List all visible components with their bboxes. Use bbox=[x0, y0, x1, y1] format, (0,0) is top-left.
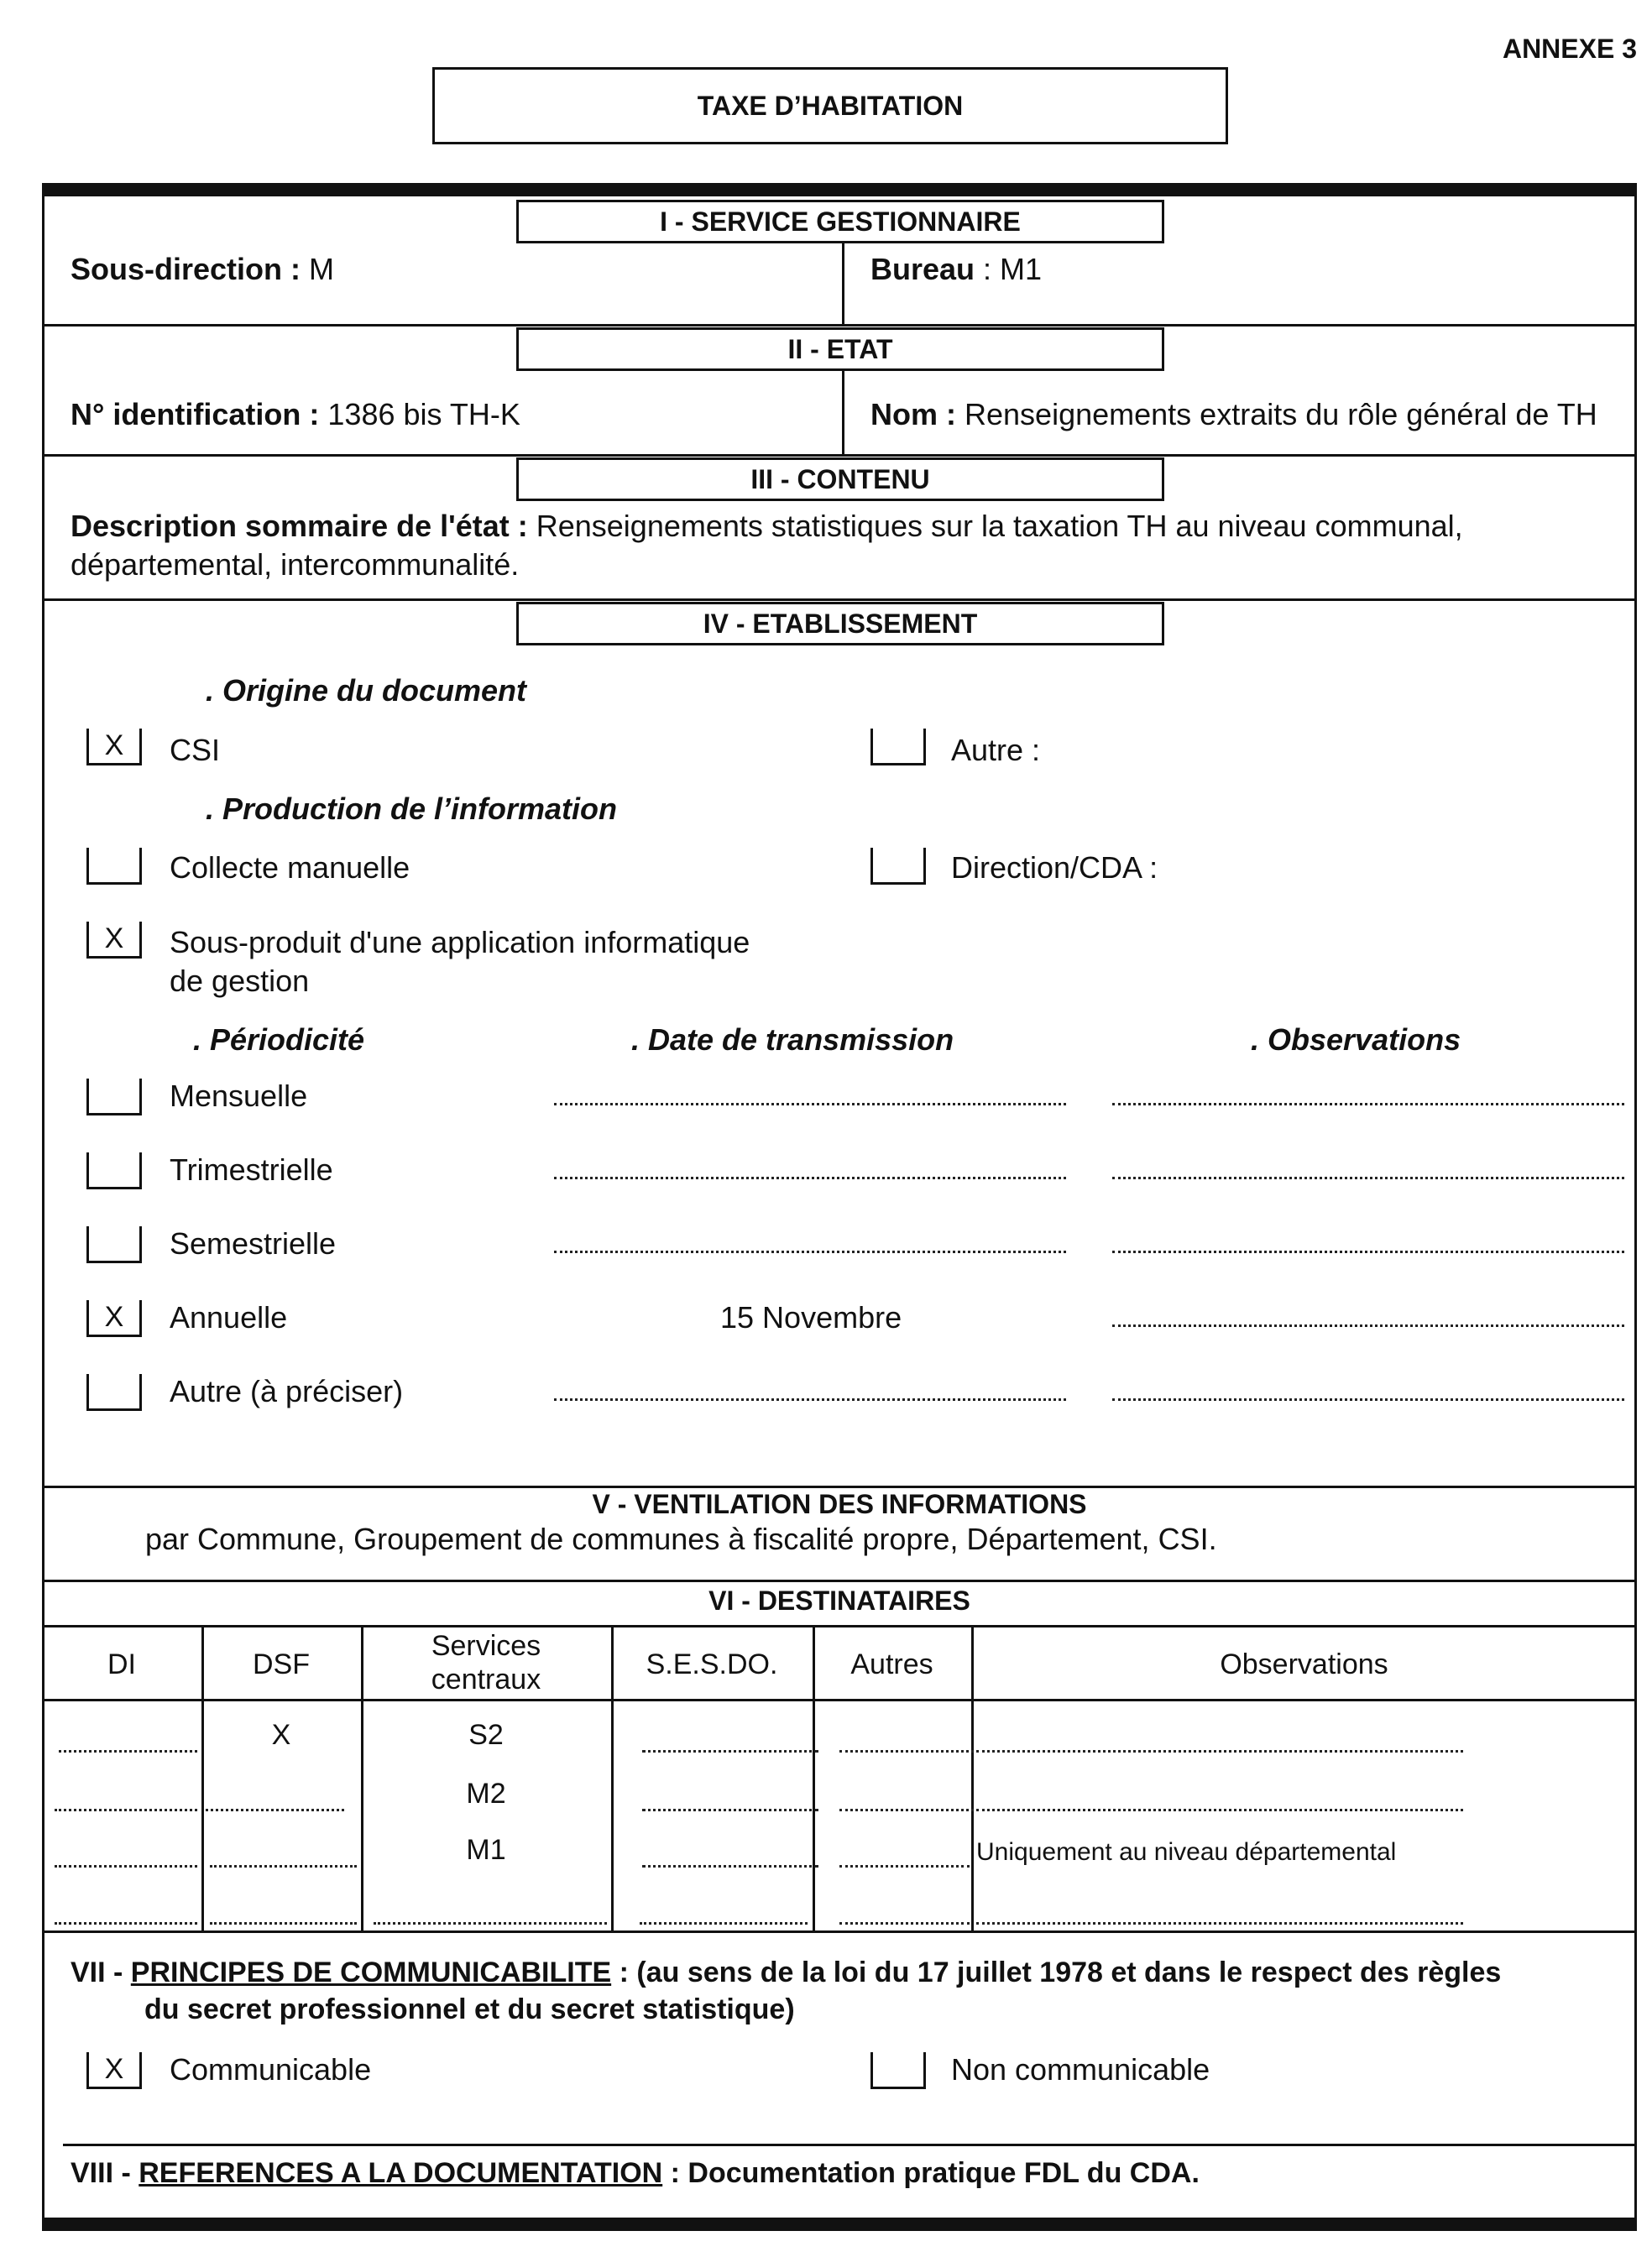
section-heading-service: I - SERVICE GESTIONNAIRE bbox=[516, 200, 1164, 243]
sousproduit-checkbox[interactable]: X bbox=[86, 922, 142, 959]
identification-value: 1386 bis TH-K bbox=[327, 397, 520, 431]
semestrielle-checkbox[interactable] bbox=[86, 1226, 142, 1263]
observation-blank bbox=[1112, 1103, 1624, 1105]
date-blank bbox=[554, 1177, 1066, 1179]
nom-field bbox=[870, 397, 1597, 432]
description-value-line1: Renseignements statistiques sur la taxation TH au niveau communal, bbox=[536, 509, 1463, 543]
section-heading-destinataires: VI - DESTINATAIRES bbox=[708, 1586, 970, 1616]
direction-label: Direction/CDA : bbox=[951, 850, 1158, 885]
services-blank bbox=[374, 1922, 607, 1925]
nom-label: Nom : bbox=[870, 397, 956, 431]
communicabilite-rest2: du secret professionnel et du secret statistique) bbox=[144, 1993, 795, 2025]
document-title: TAXE D’HABITATION bbox=[432, 67, 1228, 144]
mensuelle-label: Mensuelle bbox=[170, 1079, 308, 1113]
ventilation-text: par Commune, Groupement de communes à fiscalité propre, Département, CSI. bbox=[145, 1522, 1217, 1556]
sousproduit-line2: de gestion bbox=[170, 964, 310, 998]
communicable-checkbox[interactable]: X bbox=[86, 2052, 142, 2089]
column-header-services-centraux bbox=[361, 1629, 611, 1696]
sousdirection-field bbox=[71, 252, 334, 287]
section-heading-ventilation: V - VENTILATION DES INFORMATIONS bbox=[592, 1489, 1087, 1519]
services-line2: centraux bbox=[431, 1664, 541, 1695]
description-value-line2: départemental, intercommunalité. bbox=[71, 547, 520, 582]
csi-checkbox[interactable]: X bbox=[86, 729, 142, 765]
collecte-checkbox[interactable] bbox=[86, 848, 142, 885]
services-cell: M1 bbox=[466, 1834, 506, 1866]
references-title: REFERENCES A LA DOCUMENTATION bbox=[139, 2157, 663, 2189]
di-blank bbox=[55, 1922, 197, 1925]
dsf-blank bbox=[210, 1922, 357, 1925]
sousproduit-label bbox=[170, 923, 750, 1000]
dsf-cell: X bbox=[271, 1719, 291, 1751]
section-heading-etat: II - ETAT bbox=[516, 327, 1164, 371]
column-divider bbox=[842, 243, 844, 324]
divider bbox=[42, 1930, 1637, 1933]
divider bbox=[42, 1580, 1637, 1582]
observation-blank bbox=[1112, 1398, 1624, 1401]
non-communicable-label: Non communicable bbox=[951, 2052, 1210, 2087]
column-header-dsf: DSF bbox=[253, 1648, 310, 1680]
communicabilite-rest1: : (au sens de la loi du 17 juillet 1978 et dans le respect des règles bbox=[619, 1957, 1502, 1988]
communicabilite-title: PRINCIPES DE COMMUNICABILITE bbox=[130, 1957, 612, 1988]
non-communicable-checkbox[interactable] bbox=[870, 2052, 926, 2089]
observation-blank bbox=[1112, 1251, 1624, 1253]
production-title: . Production de l’information bbox=[206, 792, 617, 826]
autre-periodicite-label: Autre (à préciser) bbox=[170, 1374, 404, 1408]
date-blank bbox=[554, 1251, 1066, 1253]
autres-blank bbox=[839, 1809, 974, 1811]
annexe-label: ANNEXE 3 bbox=[1502, 34, 1637, 64]
sesdo-blank bbox=[642, 1809, 818, 1811]
date-transmission-title: . Date de transmission bbox=[631, 1022, 954, 1057]
collecte-label: Collecte manuelle bbox=[170, 850, 410, 885]
observations-title: . Observations bbox=[1251, 1022, 1461, 1057]
sousdirection-value: M bbox=[309, 252, 335, 286]
trimestrielle-checkbox[interactable] bbox=[86, 1152, 142, 1189]
description-label: Description sommaire de l'état : bbox=[71, 509, 528, 543]
column-header-autres: Autres bbox=[850, 1648, 933, 1680]
autre-periodicite-checkbox[interactable] bbox=[86, 1374, 142, 1411]
autres-blank bbox=[839, 1750, 974, 1753]
description-field bbox=[71, 507, 1615, 584]
bureau-value: : M1 bbox=[983, 252, 1043, 286]
references-prefix: VIII - bbox=[71, 2157, 131, 2189]
section-heading-contenu: III - CONTENU bbox=[516, 457, 1164, 501]
sousproduit-line1: Sous-produit d'une application informatique bbox=[170, 925, 750, 959]
dsf-blank bbox=[206, 1809, 344, 1811]
annuelle-label: Annuelle bbox=[170, 1300, 288, 1335]
mensuelle-checkbox[interactable] bbox=[86, 1079, 142, 1115]
sesdo-blank bbox=[642, 1865, 818, 1868]
communicabilite-prefix: VII - bbox=[71, 1957, 123, 1988]
references-rest: : Documentation pratique FDL du CDA. bbox=[670, 2157, 1200, 2189]
semestrielle-label: Semestrielle bbox=[170, 1226, 337, 1261]
observation-blank bbox=[1112, 1324, 1624, 1327]
obs-blank bbox=[976, 1922, 1463, 1925]
date-blank bbox=[554, 1398, 1066, 1401]
autres-blank bbox=[839, 1922, 970, 1925]
identification-label: N° identification : bbox=[71, 397, 320, 431]
divider bbox=[42, 454, 1637, 457]
references-line bbox=[71, 2157, 1200, 2190]
communicabilite-heading bbox=[71, 1954, 1623, 2028]
di-blank bbox=[55, 1809, 197, 1811]
column-header-observations: Observations bbox=[1220, 1648, 1388, 1680]
communicable-label: Communicable bbox=[170, 2052, 372, 2087]
divider bbox=[63, 2144, 1637, 2146]
date-blank bbox=[554, 1103, 1066, 1105]
identification-field bbox=[71, 397, 520, 432]
autres-blank bbox=[839, 1865, 970, 1868]
dsf-blank bbox=[210, 1865, 357, 1868]
csi-label: CSI bbox=[170, 733, 221, 767]
section-heading-etablissement: IV - ETABLISSEMENT bbox=[516, 602, 1164, 645]
divider bbox=[42, 1625, 1637, 1627]
sesdo-blank bbox=[640, 1922, 808, 1925]
column-divider bbox=[842, 369, 844, 454]
sesdo-blank bbox=[642, 1750, 818, 1753]
services-cell: M2 bbox=[466, 1778, 506, 1810]
obs-blank bbox=[976, 1809, 1463, 1811]
trimestrielle-label: Trimestrielle bbox=[170, 1152, 333, 1187]
bureau-label: Bureau bbox=[870, 252, 975, 286]
divider bbox=[42, 598, 1637, 601]
origine-title: . Origine du document bbox=[206, 673, 527, 708]
autre-origine-checkbox[interactable] bbox=[870, 729, 926, 765]
sousdirection-label: Sous-direction : bbox=[71, 252, 301, 286]
di-blank bbox=[55, 1865, 197, 1868]
di-blank bbox=[59, 1750, 197, 1753]
direction-checkbox[interactable] bbox=[870, 848, 926, 885]
services-line1: Services bbox=[431, 1630, 541, 1662]
bureau-field bbox=[870, 252, 1042, 287]
column-header-di: DI bbox=[107, 1648, 136, 1680]
services-cell: S2 bbox=[468, 1719, 504, 1751]
divider bbox=[42, 1486, 1637, 1488]
periodicite-title: . Périodicité bbox=[193, 1022, 365, 1057]
autre-origine-label: Autre : bbox=[951, 733, 1041, 767]
nom-value: Renseignements extraits du rôle général de TH bbox=[965, 397, 1597, 431]
obs-blank bbox=[976, 1750, 1463, 1753]
divider bbox=[42, 1699, 1637, 1701]
column-header-sesdo: S.E.S.DO. bbox=[646, 1648, 778, 1680]
divider bbox=[42, 324, 1637, 327]
annuelle-checkbox[interactable]: X bbox=[86, 1300, 142, 1337]
annuelle-date: 15 Novembre bbox=[720, 1300, 902, 1335]
observation-blank bbox=[1112, 1177, 1624, 1179]
obs-cell: Uniquement au niveau départemental bbox=[976, 1838, 1397, 1866]
